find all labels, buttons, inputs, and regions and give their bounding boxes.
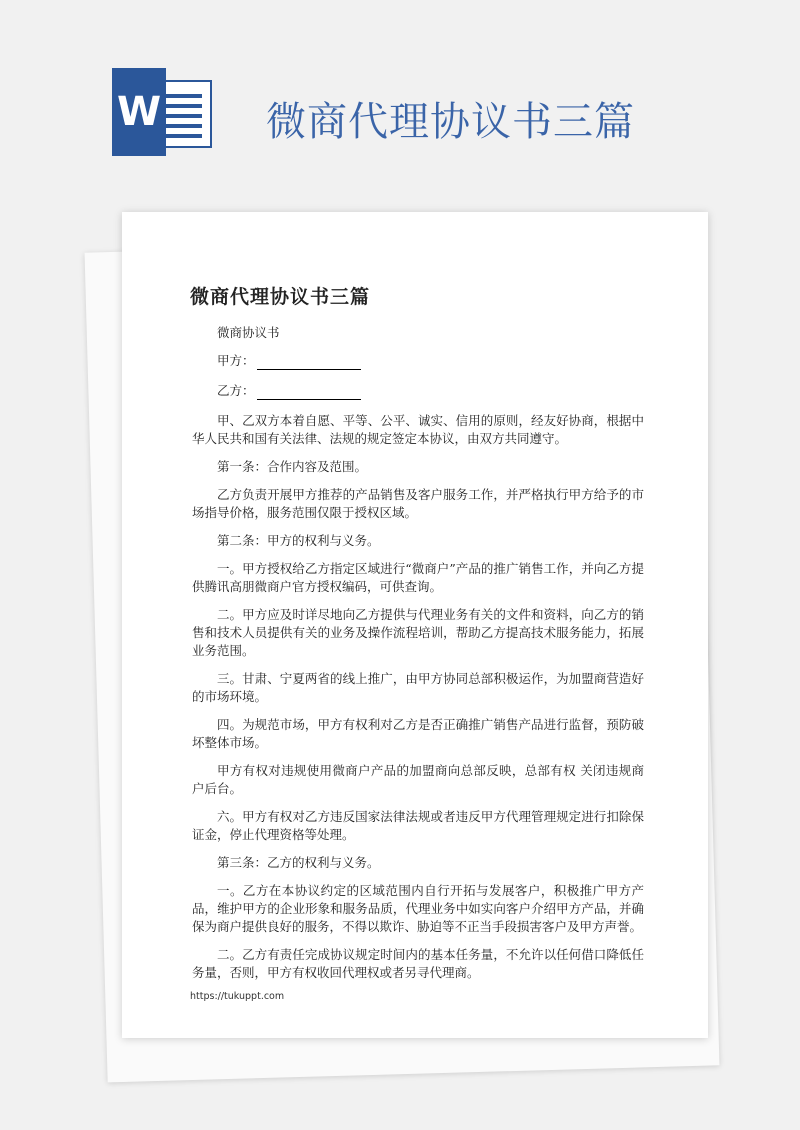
paragraph: 第二条：甲方的权利与义务。 xyxy=(217,533,380,548)
paragraph: 微商协议书 xyxy=(217,325,280,340)
footer-url: https://tukuppt.com xyxy=(190,991,285,1002)
party-a-label: 甲方： xyxy=(217,353,255,368)
word-icon xyxy=(112,68,214,156)
paragraph: 一。乙方在本协议约定的区域范围内自行开拓与发展客户，积极推广甲方产品，维护甲方的企业形象和服务品质，代理业务中如实向客户介绍甲方产品，并确保为商户提供良好的服务，不得以欺诈、胁迫等不正当手段损害客户及甲方声誉。 xyxy=(192,883,644,934)
paragraph: 三。甘肃、宁夏两省的线上推广，由甲方协同总部积极运作，为加盟商营造好的市场环境。 xyxy=(192,671,644,704)
paragraph: 第三条：乙方的权利与义务。 xyxy=(217,855,380,870)
document-title: 微商代理协议书三篇 xyxy=(190,286,371,308)
paragraph: 一。甲方授权给乙方指定区域进行“微商户”产品的推广销售工作，并向乙方提供腾讯高朋微商户官方授权编码，可供查询。 xyxy=(192,561,644,594)
paragraph: 乙方负责开展甲方推荐的产品销售及客户服务工作，并严格执行甲方给予的市场指导价格，服务范围仅限于授权区域。 xyxy=(192,487,644,520)
header xyxy=(0,0,800,200)
party-b-label: 乙方： xyxy=(217,383,255,398)
word-logo-letter: W xyxy=(112,68,166,156)
header-title: 微商代理协议书三篇 xyxy=(266,99,635,145)
party-b-field xyxy=(192,382,644,400)
document-page xyxy=(122,212,708,1038)
paragraph: 四。为规范市场，甲方有权利对乙方是否正确推广销售产品进行监督，预防破坏整体市场。 xyxy=(192,717,644,750)
paragraph: 甲方有权对违规使用微商户产品的加盟商向总部反映，总部有权 关闭违规商户后台。 xyxy=(192,763,644,796)
paragraph: 六。甲方有权对乙方违反国家法律法规或者违反甲方代理管理规定进行扣除保证金，停止代理资格等处理。 xyxy=(192,809,644,842)
paragraph: 二。乙方有责任完成协议规定时间内的基本任务量，不允许以任何借口降低任务量，否则，甲方有权收回代理权或者另寻代理商。 xyxy=(192,947,644,980)
party-a-field xyxy=(192,352,644,370)
paragraph: 二。甲方应及时详尽地向乙方提供与代理业务有关的文件和资料，向乙方的销售和技术人员提供有关的业务及操作流程培训，帮助乙方提高技术服务能力，拓展业务范围。 xyxy=(192,607,644,658)
party-b-blank xyxy=(257,387,361,400)
document-body xyxy=(192,324,644,992)
paragraph: 第一条：合作内容及范围。 xyxy=(217,459,368,474)
paragraph: 甲、乙双方本着自愿、平等、公平、诚实、信用的原则，经友好协商，根据中华人民共和国有关法律、法规的规定签定本协议，由双方共同遵守。 xyxy=(192,413,644,446)
party-a-blank xyxy=(257,357,361,370)
